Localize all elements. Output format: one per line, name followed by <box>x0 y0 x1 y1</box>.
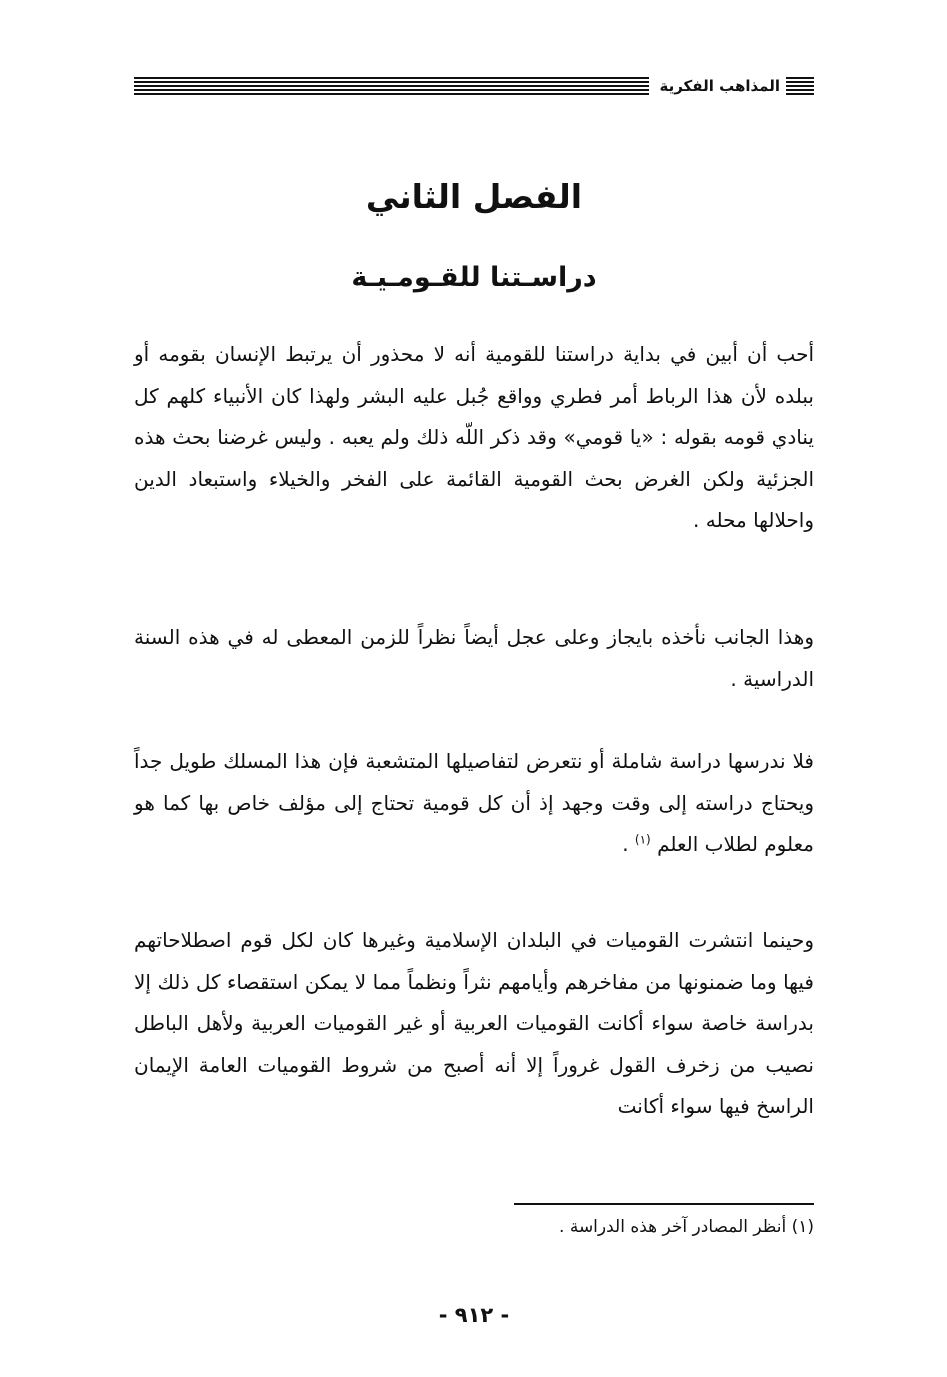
paragraph-3 <box>134 741 814 866</box>
running-title: المذاهب الفكرية <box>659 77 780 95</box>
paragraph-3-text: فلا ندرسها دراسة شاملة أو نتعرض لتفاصيلها المتشعبة فإن هذا المسلك طويل جداً ويحتاج دراسته إلى وقت وجهد إذ أن كل قومية تحتاج إلى مؤلف خاص بها كما هو معلوم لطلاب العلم <box>134 749 814 856</box>
header-rule-left <box>134 77 649 95</box>
header-rule-right <box>786 77 814 95</box>
section-title: دراسـتنا للقـومـيـة <box>351 262 597 293</box>
paragraph-4: وحينما انتشرت القوميات في البلدان الإسلامية وغيرها كان لكل قوم اصطلاحاتهم فيها وما ضمنونها من مفاخرهم وأيامهم نثراً ونظماً مما لا يمكن استقصاء كل ذلك إلا بدراسة خاصة سواء أكانت القوميات العربية أو غير القوميات العربية ولأهل الباطل نصيب من زخرف القول غروراً إلا أنه أصبح من شروط القوميات العامة الإيمان الراسخ فيها سواء أكانت <box>134 928 814 1118</box>
paragraph-3-end: . <box>622 832 635 856</box>
page-number: - ٩١٢ - <box>438 1303 510 1327</box>
footnote-divider <box>514 1203 814 1205</box>
chapter-title: الفصل الثاني <box>365 177 583 216</box>
paragraph-1: أحب أن أبين في بداية دراستنا للقومية أنه لا محذور أن يرتبط الإنسان بقومه أو ببلده لأن هذا الرباط أمر فطري وواقع جُبل عليه البشر ولهذا كان الأنبياء كلهم كل ينادي قومه بقوله : «يا قومي» وقد ذكر اللّه ذلك ولم يعبه . وليس غرضنا بحث هذه الجزئية ولكن الغرض بحث القومية القائمة على الفخر والخيلاء واستبعاد الدين واحلالها محله . <box>134 342 814 532</box>
page-header <box>134 74 814 98</box>
footnote-text: (١) أنظر المصادر آخر هذه الدراسة . <box>559 1217 814 1237</box>
footnote-reference[interactable]: (١) <box>634 832 651 847</box>
paragraph-2: وهذا الجانب نأخذه بايجاز وعلى عجل أيضاً نظراً للزمن المعطى له في هذه السنة الدراسية . <box>134 625 814 691</box>
